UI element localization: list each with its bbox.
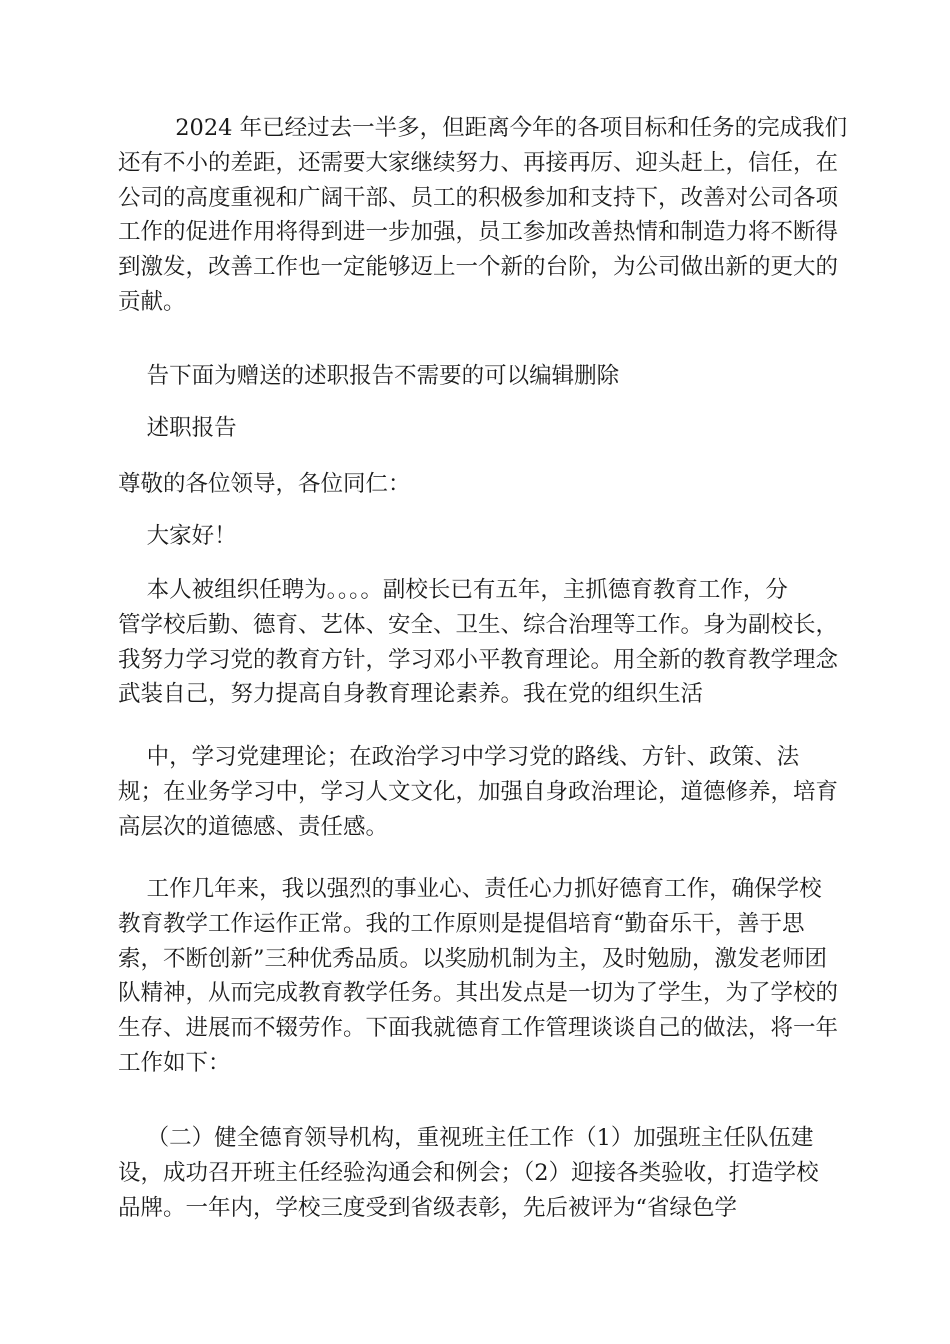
text-line: 公司的高度重视和广阔干部、员工的积极参加和支持下，改善对公司各项 [118, 184, 839, 211]
text-line: 中，学习党建理论；在政治学习中学习党的路线、方针、政策、法 [118, 744, 800, 770]
text-line: 还有不小的差距，还需要大家继续努力、再接再厉、迎头赶上，信任，在 [118, 149, 839, 176]
text-line: 规；在业务学习中，学习人文文化，加强自身政治理论，道德修养，培育 [118, 778, 839, 805]
text-line: 尊敬的各位领导，各位同仁： [118, 471, 411, 497]
text-line: 品牌。一年内，学校三度受到省级表彰，先后被评为“省绿色学 [118, 1194, 738, 1221]
paragraph-closing-remarks [118, 111, 848, 320]
text-line: 高层次的道德感、责任感。 [118, 813, 389, 840]
paragraph-section-two [118, 1121, 838, 1225]
greeting [118, 519, 838, 554]
text-line: 述职报告 [118, 415, 237, 441]
paragraph-work-principles [118, 872, 838, 1081]
paragraph-bonus-note [118, 359, 838, 394]
paragraph-study [118, 740, 838, 844]
text-line: 教育教学工作运作正常。我的工作原则是提倡培育“勤奋乐干，善于思 [118, 910, 805, 937]
paragraph-intro [118, 573, 838, 712]
text-line: 告下面为赠送的述职报告不需要的可以编辑删除 [118, 363, 620, 389]
text-line: 队精神，从而完成教育教学任务。其出发点是一切为了学生，为了学校的 [118, 980, 839, 1007]
text-line: 本人被组织任聘为。。。。副校长已有五年，主抓德育教育工作，分 [118, 577, 788, 603]
text-line: （二）健全德育领导机构，重视班主任工作（1）加强班主任队伍建 [118, 1125, 814, 1151]
text-line: 我努力学习党的教育方针，学习邓小平教育理论。用全新的教育教学理念 [118, 646, 839, 673]
text-line: 索，不断创新”三种优秀品质。以奖励机制为主，及时勉励，激发老师团 [118, 945, 828, 972]
text-line: 工作几年来，我以强烈的事业心、责任心力抓好德育工作，确保学校 [118, 876, 822, 902]
text-line: 武装自己，努力提高自身教育理论素养。我在党的组织生活 [118, 681, 704, 708]
text-line: 生存、进展而不辍劳作。下面我就德育工作管理谈谈自己的做法，将一年 [118, 1015, 839, 1042]
salutation [118, 467, 838, 502]
text-line: 设，成功召开班主任经验沟通会和例会；（2）迎接各类验收，打造学校 [118, 1159, 819, 1186]
text-line: 2024 年已经过去一半多，但距离今年的各项目标和任务的完成我们 [118, 115, 848, 141]
text-line: 到激发，改善工作也一定能够迈上一个新的台阶，为公司做出新的更大的 [118, 254, 839, 281]
text-line: 工作如下： [118, 1049, 231, 1076]
report-title [118, 411, 838, 446]
text-line: 大家好！ [118, 523, 237, 549]
text-line: 工作的促进作用将得到进一步加强，员工参加改善热情和制造力将不断得 [118, 219, 839, 246]
text-line: 管学校后勤、德育、艺体、安全、卫生、综合治理等工作。身为副校长， [118, 611, 839, 638]
text-line: 贡献。 [118, 288, 186, 315]
